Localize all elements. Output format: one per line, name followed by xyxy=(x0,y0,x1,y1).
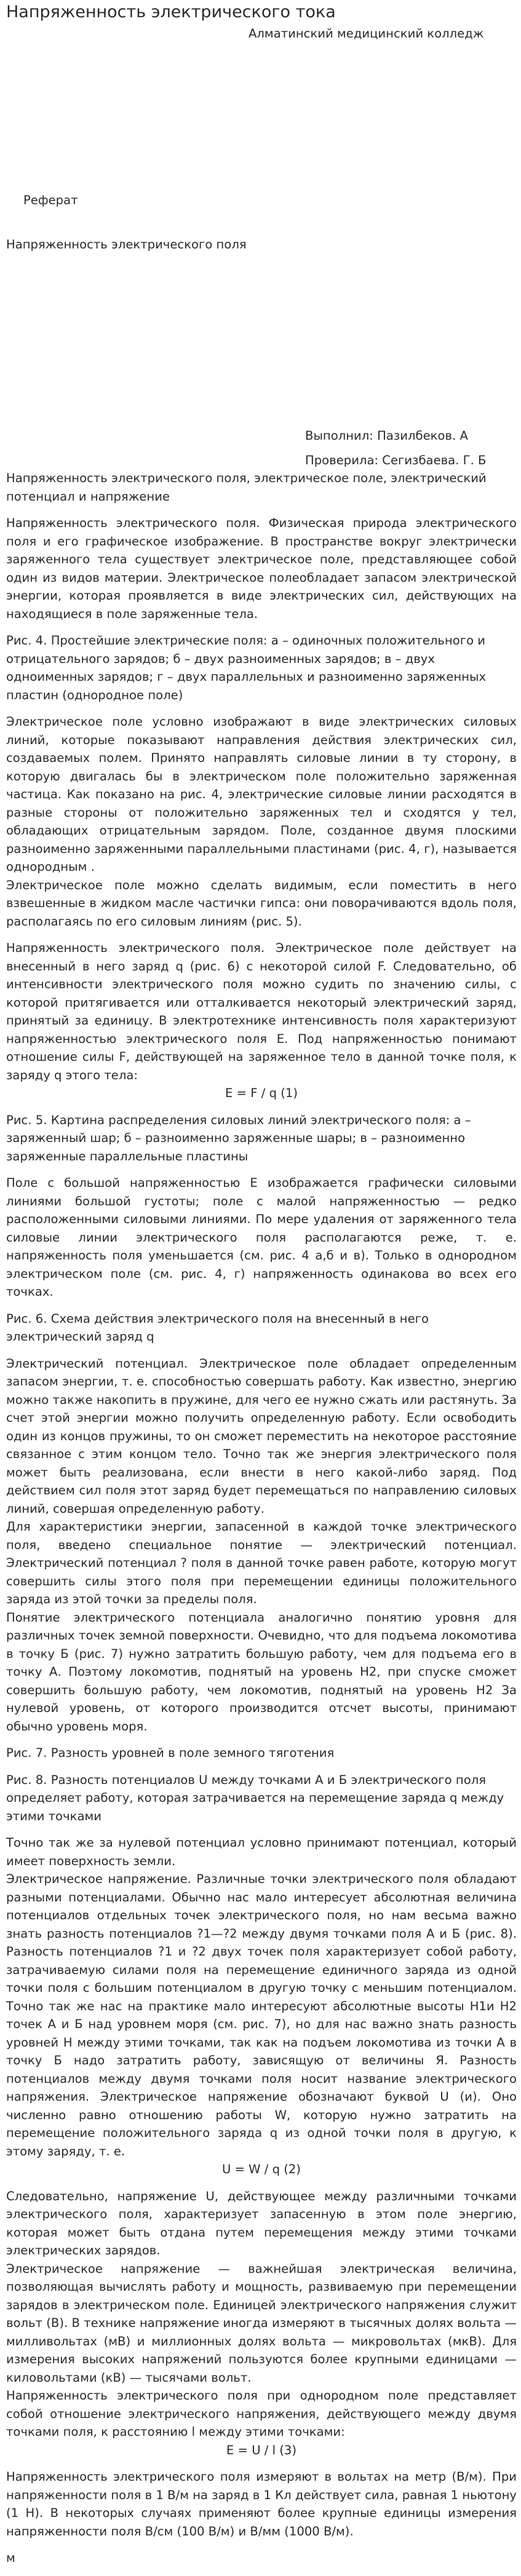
author-line: Выполнил: Пазилбеков. А xyxy=(305,429,468,443)
referat-label: Реферат xyxy=(23,193,78,207)
formula-3: E = U / l (3) xyxy=(226,2443,297,2457)
formula-2: U = W / q (2) xyxy=(221,2162,301,2176)
paragraph-zero-potential: Точно так же за нулевой потенциал условно принимают потенциал, который имеет поверхность земли. xyxy=(6,1836,517,1868)
paragraph-strength-lines: Поле с большой напряженностью Е изображается графически силовыми линиями большой густоты; поле с малой напряженностью — редко расположенными силовыми линиями. По мере удаления от заряженного тела силовые линии электрического поля располагаются реже, т. е. напряженность поля уменьшается (см. рис. 4 а,б и в). Только в однородном электрическом поле (см. рис. 4, г) напряженность одинакова во всех его точках. xyxy=(6,1176,517,1299)
subject-title: Напряженность электрического поля xyxy=(6,237,247,252)
trailing-text: м xyxy=(6,2551,15,2565)
paragraph-voltage-energy: Следовательно, напряжение U, действующее между различными точками электрического поля, характеризует запасенную в этом поле энергию, которая может быть отдана путем перемещения между этими точками электрических зарядов. xyxy=(6,2189,517,2257)
paragraph-voltage: Электрическое напряжение. Различные точки электрического поля обладают разными потенциалами. Обычно нас мало интересует абсолютная величина потенциалов отдельных точек электрического поля, но нам весьма важно знать разность потенциалов ?1—?2 между двумя точками поля А и Б (рис. 8). Разность потенциалов ?1 и ?2 двух точек поля характеризует собой работу, затрачиваемую силами поля на перемещение единичного заряда из одной точки поля с большим потенциалом в другую точку с меньшим потенциалом. Точно так же нас на практике мало интересуют абсолютные высоты Н1и Н2 точек А и Б над уровнем моря (см. рис. 7), но для нас важно знать разность уровней Н между этими точками, так как на подъем локомотива из точки А в точку Б надо затратить работу, зависящую от величины Я. Разность потенциалов между двумя точками поля носит название электрического напряжения. Электрическое напряжение обозначают буквой U (и). Оно численно равно отношению работы W, которую нужно затратить на перемещение положительного заряда q из одной точки поля в другую, к этому заряду, т. е. xyxy=(6,1872,517,2158)
paragraph-potential-definition: Для характеристики энергии, запасенной в каждой точке электрического поля, введено специальное понятие — электрический потенциал. Электрический потенциал ? поля в данной точке равен работе, которую могут совершить силы этого поля при перемещении единицы положительного заряда из этой точки за пределы поля. xyxy=(6,1520,517,1606)
paragraph-field-lines: Электрическое поле условно изображают в виде электрических силовых линий, которые показывают направления действия электрических сил, создаваемых полем. Принято направлять силовые линии в ту сторону, в которую двигалась бы в электрическом поле положительно заряженная частица. Как показано на рис. 4, электрические силовые линии расходятся в разные стороны от положительно заряженных тел и сходятся у тел, обладающих отрицательным зарядом. Поле, созданное двумя плоскими разноименно заряженными параллельными пластинами (рис. 4, г), называется однородным . xyxy=(6,715,517,874)
paragraph-uniform-field: Напряженность электрического поля при однородном поле представляет собой отношение электрического напряжения, действующего между двумя точками поля, к расстоянию l между этими точками: xyxy=(6,2388,517,2439)
document-title: Напряженность электрического тока xyxy=(6,2,336,22)
figure-caption-7: Рис. 7. Разность уровней в поле земного тяготения xyxy=(6,1746,335,1760)
checker-line: Проверила: Сегизбаева. Г. Б xyxy=(305,453,487,467)
document-body xyxy=(6,469,517,2576)
college-name: Алматинский медицинский колледж xyxy=(249,26,484,41)
formula-1: E = F / q (1) xyxy=(225,1086,298,1100)
figure-caption-4: Рис. 4. Простейшие электрические поля: а – одиночных положительного и отрицательного зарядов; б – двух разноименных зарядов; в – двух одноименных зарядов; г – двух параллельных и разноименно заряженных пластин (однородное поле) xyxy=(6,633,487,702)
paragraph-field-visible: Электрическое поле можно сделать видимым, если поместить в него взвешенные в жидком масле частички гипса: они поворачиваются вдоль поля, располагаясь по его силовым линиям (рис. 5). xyxy=(6,878,517,929)
figure-caption-8: Рис. 8. Разность потенциалов U между точками А и Б электрического поля определяет работу, которая затрачивается на перемещение заряда q между этими точками xyxy=(6,1772,504,1823)
paragraph-potential-analogy: Понятие электрического потенциала аналогично понятию уровня для различных точек земной поверхности. Очевидно, что для подъема локомотива в точку Б (рис. 7) нужно затратить большую работу, чем для подъема его в точку А. Поэтому локомотив, поднятый на уровень Н2, при спуске сможет совершить большую работу, чем локомотив, поднятый на уровень Н2 За нулевой уровень, от которого производится отсчет высоты, принимают обычно уровень моря. xyxy=(6,1610,517,1734)
paragraph-strength-units: Напряженность электрического поля измеряют в вольтах на метр (В/м). При напряженности поля в 1 В/м на заряд в 1 Кл действует сила, равная 1 ньютону (1 Н). В некоторых случаях применяют более крупные единицы измерения напряженности поля В/см (100 В/м) и В/мм (1000 В/м). xyxy=(6,2470,517,2538)
paragraph-potential: Электрический потенциал. Электрическое поле обладает определенным запасом энергии, т. е. способностью совершать работу. Как известно, энергию можно также накопить в пружине, для чего ее нужно сжать или растянуть. За счет этой энергии можно получить определенную работу. Если освободить один из концов пружины, то он сможет переместить на некоторое расстояние связанное с этим концом тело. Точно так же энергия электрического поля может быть реализована, если внести в него какой-либо заряд. Под действием сил поля этот заряд будет перемещаться по направлению силовых линий, совершая определенную работу. xyxy=(6,1356,517,1516)
figure-caption-6: Рис. 6. Схема действия электрического поля на внесенный в него электрический заряд q xyxy=(6,1311,429,1344)
figure-caption-5: Рис. 5. Картина распределения силовых линий электрического поля: а – заряженный шар; б – разноименно заряженные шары; в – разноименно заряженные параллельные пластины xyxy=(6,1112,471,1163)
section-heading: Напряженность электрического поля, электрическое поле, электрический потенциал и напряжение xyxy=(6,471,487,504)
paragraph-field-intro: Напряженность электрического поля. Физическая природа электрического поля и его графическое изображение. В пространстве вокруг электрически заряженного тела существует электрическое поле, представляющее собой один из видов материи. Электрическое полеобладает запасом электрической энергии, которая проявляется в виде электрических сил, действующих на находящиеся в поле заряженные тела. xyxy=(6,516,517,621)
paragraph-voltage-units: Электрическое напряжение — важнейшая электрическая величина, позволяющая вычислять работу и мощность, развиваемую при перемещении зарядов в электрическом поле. Единицей электрического напряжения служит вольт (В). В технике напряжение иногда измеряют в тысячных долях вольта — милливольтах (мВ) и миллионных долях вольта — микровольтах (мкВ). Для измерения высоких напряжений пользуются более крупными единицами — киловольтами (кВ) — тысячами вольт. xyxy=(6,2261,517,2385)
paragraph-field-strength: Напряженность электрического поля. Электрическое поле действует на внесенный в него заряд q (рис. 6) с некоторой силой F. Следовательно, об интенсивности электрического поля можно судить по значению силы, с которой притягивается или отталкивается некоторый электрический заряд, принятый за единицу. В электротехнике интенсивность поля характеризуют напряженностью электрического поля Е. Под напряженностью понимают отношение силы F, действующей на заряженное тело в данной точке поля, к заряду q этого тела: xyxy=(6,941,517,1082)
